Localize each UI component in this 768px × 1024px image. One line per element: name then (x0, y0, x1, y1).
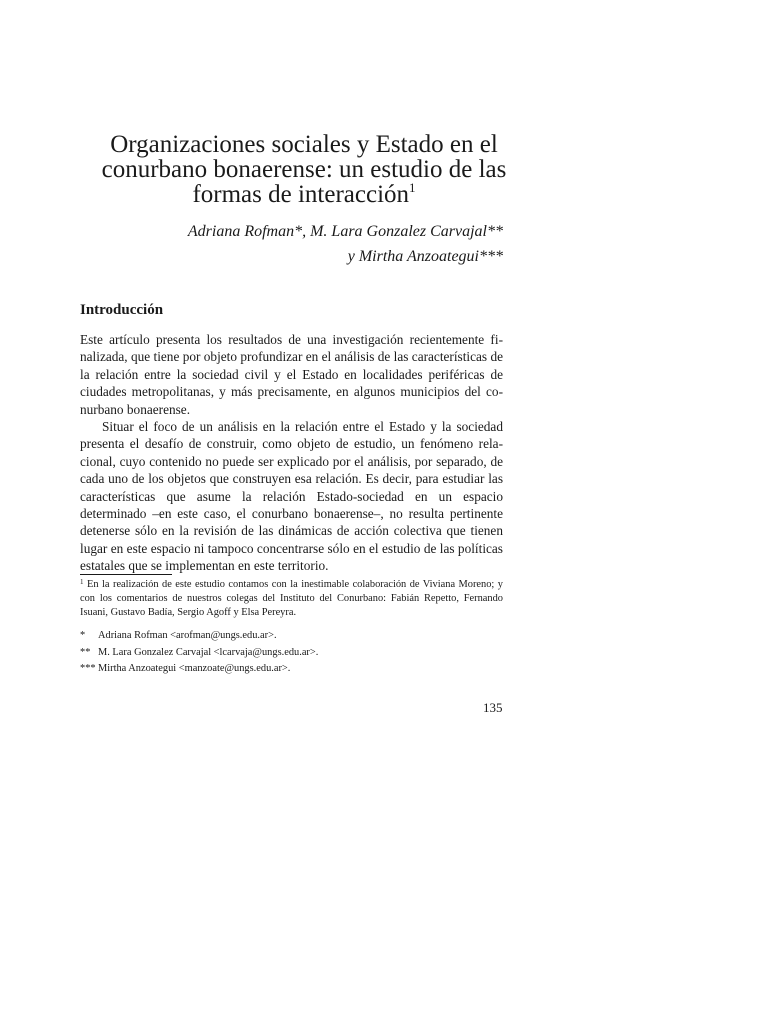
author-footnote-1 (80, 629, 503, 643)
author-footnote-2 (80, 646, 503, 660)
article-title (70, 132, 538, 207)
article-title-text: Organizaciones sociales y Estado en el conurbano bonaerense: un estudio de las formas de interacción (101, 131, 507, 208)
author-footnote-1-text: Adriana Rofman <arofman@ungs.edu.ar>. (98, 630, 277, 642)
body-paragraph-1: Este artículo presenta los resultados de una investigación recientemente finalizada, que tiene por objeto profundizar en el análisis de las características de la relación entre la sociedad civil y el Estado en localidades periféricas de ciudades metropolitanas, y más precisamente, en algunos municipios del conurbano bonaerense. (80, 332, 503, 417)
author-footnote-2-mark: ** (80, 646, 91, 658)
author-footnote-3-mark: *** (80, 662, 96, 674)
authors-line-1: Adriana Rofman*, M. Lara Gonzalez Carvajal** (187, 223, 503, 240)
body-paragraph-2: Situar el foco de un análisis en la relación entre el Estado y la sociedad presenta el desafío de construir, como objeto de estudio, un fenómeno relacional, cuyo contenido no puede ser explicado por el análisis, por separado, de cada uno de los objetos que construyen esa relación. Es decir, para estudiar las características que asume la relación Estado-sociedad en un espacio determinado –en este caso, el conurbano bonaerense–, no resulta pertinente detenerse sólo en la revisión de las dinámicas de acción colectiva que tienen lugar en este espacio ni tampoco concentrarse sólo en el estudio de las políticas estatales que se implementan en este territorio. (80, 419, 503, 574)
author-footnote-3 (80, 662, 503, 676)
footnote-divider (80, 574, 172, 575)
author-footnote-1-mark: * (80, 630, 86, 642)
footnote-1-mark: 1 (80, 578, 84, 586)
authors-line-2: y Mirtha Anzoategui*** (347, 248, 503, 265)
body-text (80, 331, 503, 575)
author-footnote-2-text: M. Lara Gonzalez Carvajal <lcarvaja@ungs.edu.ar>. (98, 646, 319, 658)
page-number: 135 (483, 700, 503, 715)
author-footnote-3-text: Mirtha Anzoategui <manzoate@ungs.edu.ar>. (98, 662, 291, 674)
footnotes (80, 578, 503, 678)
article-authors (188, 219, 503, 269)
title-footnote-mark: 1 (409, 180, 416, 195)
footnote-1 (80, 578, 503, 619)
section-heading: Introducción (80, 302, 164, 318)
footnote-1-text: En la realización de este estudio contamos con la inestimable colaboración de Viviana Moreno; y con los comentarios de nuestros colegas del Instituto del Conurbano: Fabián Repetto, Fernando Isuani, Gustavo Badía, Sergio Agoff y Elsa Pereyra. (80, 579, 503, 618)
